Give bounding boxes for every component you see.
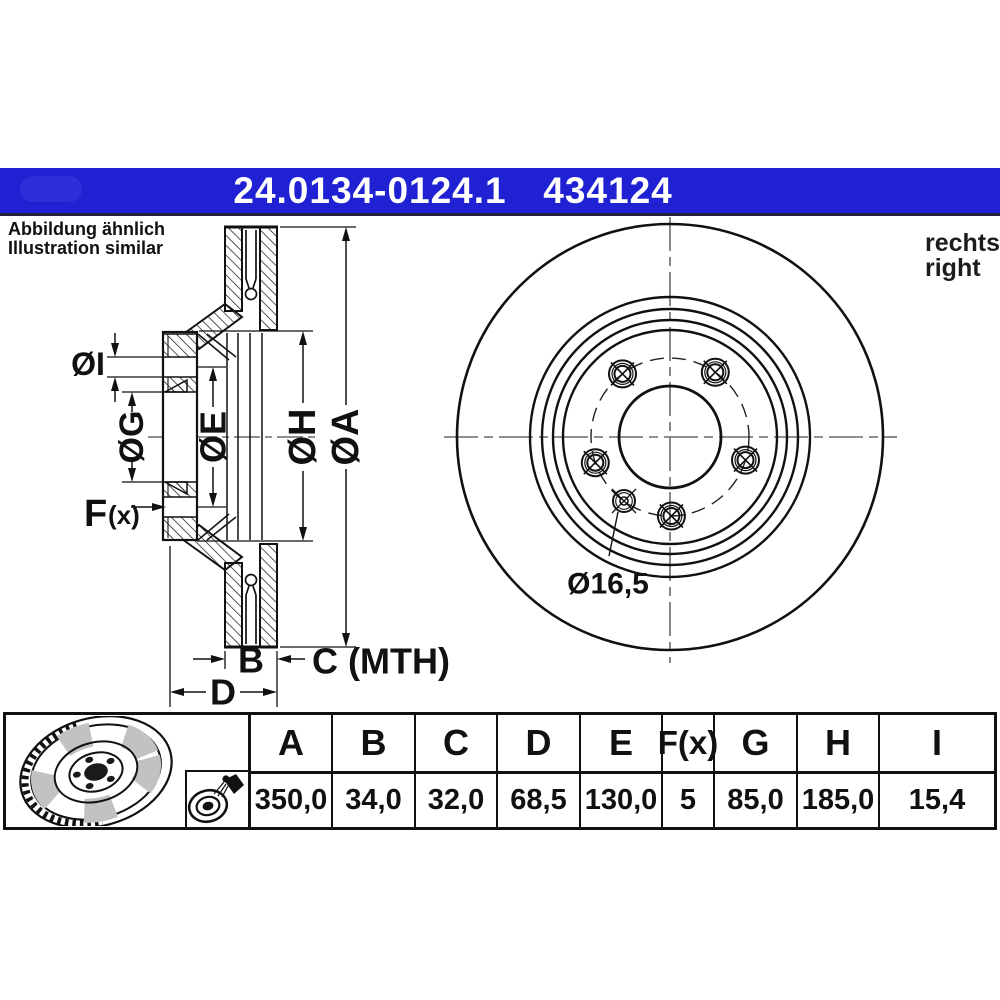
col-header-h: H — [798, 715, 880, 771]
value-a: 350,0 — [251, 774, 333, 827]
measurement-icon-cell — [185, 770, 248, 827]
value-fx: 5 — [663, 774, 715, 827]
disc-measurement-icon — [187, 772, 246, 825]
hole-diameter-label: Ø16,5 — [567, 567, 649, 601]
table-value-row — [251, 774, 994, 827]
value-i: 15,4 — [908, 784, 966, 816]
value-h: 185,0 — [798, 774, 880, 827]
value-g: 85,0 — [715, 774, 798, 827]
bolt-hole — [609, 360, 636, 387]
vent-slot-bottom — [246, 575, 257, 645]
dim-label-b: B — [238, 639, 264, 681]
dim-label-f: F — [84, 493, 108, 535]
brake-disc-thumbnail — [8, 716, 186, 826]
col-header-c: C — [416, 715, 498, 771]
table-grid — [251, 715, 994, 827]
col-header-e: E — [581, 715, 663, 771]
catalog-number: 434124 — [543, 170, 673, 211]
col-header-fx: F(x) — [663, 715, 715, 771]
col-header-d: D — [498, 715, 581, 771]
part-number: 24.0134-0124.1 — [233, 170, 507, 211]
col-header-b: B — [333, 715, 416, 771]
value-d: 68,5 — [498, 774, 581, 827]
dim-label-dia-e: ØE — [192, 410, 234, 464]
inboard-cheek-top — [225, 227, 242, 311]
bolt-hole — [582, 449, 609, 476]
bolt-hole — [702, 359, 729, 386]
dim-label-dia-a: ØA — [325, 408, 367, 466]
illustration-note-de: Abbildung ähnlich — [8, 219, 165, 239]
outboard-cheek-bottom — [260, 544, 277, 647]
dim-label-f-x: (x) — [108, 500, 140, 530]
illustration-note-en: Illustration similar — [8, 238, 164, 258]
dim-label-dia-i: ØI — [71, 346, 105, 382]
dimension-table — [3, 712, 997, 830]
side-indicator-en: right — [925, 254, 981, 282]
table-header-row — [251, 715, 994, 774]
value-b: 34,0 — [333, 774, 416, 827]
vent-slot-top — [246, 230, 257, 300]
dim-label-dia-g: ØG — [113, 410, 151, 464]
leader-line — [609, 512, 618, 556]
value-e: 130,0 — [581, 774, 663, 827]
col-header-g: G — [715, 715, 798, 771]
side-indicator-de: rechts — [925, 229, 1000, 257]
outboard-cheek-top — [260, 227, 277, 330]
dim-label-d: D — [210, 671, 236, 713]
col-header-a: A — [251, 715, 333, 771]
front-view — [444, 217, 897, 663]
locating-hole — [612, 489, 636, 513]
dim-label-c-mth: C (MTH) — [312, 640, 450, 682]
bolt-hole — [732, 447, 759, 474]
table-disc-image-cell — [6, 715, 251, 827]
value-c: 32,0 — [416, 774, 498, 827]
cross-section-view — [71, 227, 450, 713]
col-header-i: I — [931, 722, 942, 763]
dim-label-dia-h: ØH — [282, 408, 324, 466]
inboard-cheek-bottom — [225, 563, 242, 647]
